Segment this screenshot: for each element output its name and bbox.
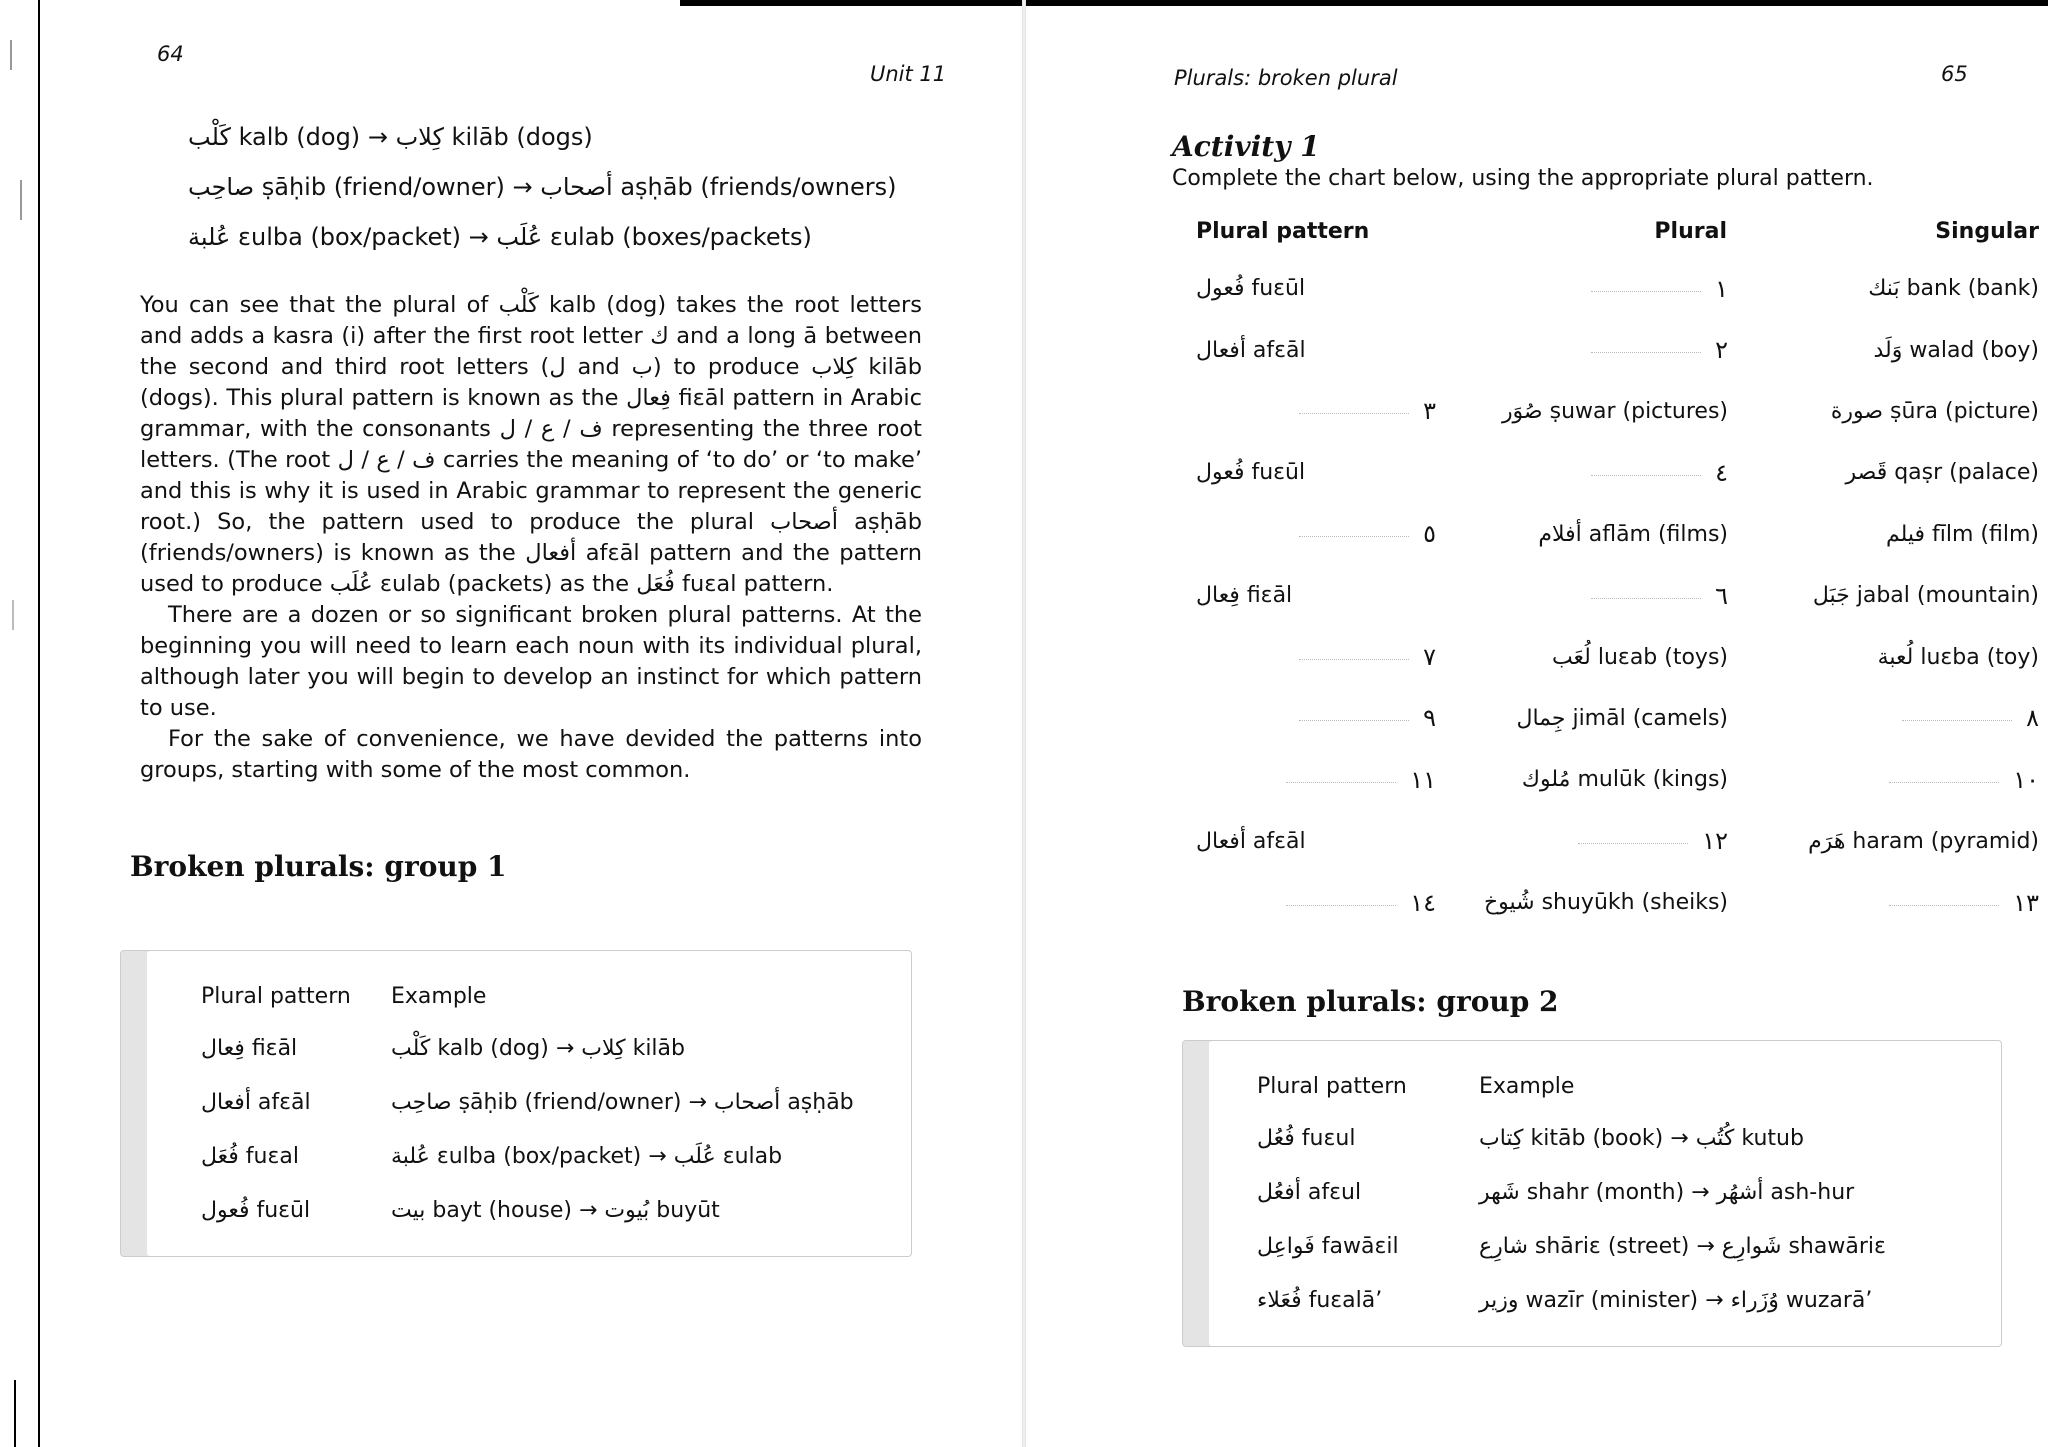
table-row [1174,565,2045,626]
pattern-cell: ١٤ [1174,872,1456,933]
pattern-cell: ٧ [1174,626,1456,687]
pattern-cell: فَواعِل fawāɛil [1257,1233,1399,1259]
plural-cell: لُعَب luɛab (toys) [1551,644,1728,670]
singular-cell: ١٣ [1728,872,2045,933]
arrow-icon: → [688,1089,707,1115]
arrow-icon: → [555,1035,575,1061]
example-cell: بيت bayt (house) → بُيوت buyūt [391,1197,720,1223]
group1-table [201,971,854,1237]
pattern-cell: فُعُل fuɛul [1257,1125,1356,1151]
arrow-icon: → [1705,1287,1724,1313]
running-head: Plurals: broken plural [1174,66,1398,90]
paragraph: There are a dozen or so significant broken plural patterns. At the beginning you will need to learn each noun with its individual plural, although later you will begin to develop an instinct for which pattern to use. [140,602,922,721]
page-number: 64 [157,42,184,66]
table-row [1174,749,2045,810]
table-row [1174,381,2045,442]
table-row [1174,688,2045,749]
group2-table [1257,1061,1886,1327]
pattern-cell: فُعول fuɛūl [1196,276,1306,302]
arrow-icon: → [578,1197,598,1223]
pattern-cell: فُعَلاء fuɛalā’ [1257,1287,1383,1313]
example-cell: كِتاب kitāb (book) → كُتُب kutub [1479,1125,1804,1151]
table-row [1257,1111,1886,1165]
pattern-cell: فِعال fiɛāl [201,1035,298,1061]
pattern-cell: فِعال fiɛāl [1196,583,1293,609]
example-cell: وزير wazīr (minister) → وُزَراء wuzarā’ [1479,1287,1873,1313]
singular-cell: فيلم fīlm (film) [1885,521,2039,547]
arrow-icon: → [512,173,533,201]
pattern-cell: أفعال afɛāl [1196,337,1306,363]
singular-cell: ١٠ [1728,749,2045,810]
plural-cell: ٦ [1456,565,1728,626]
table-row [201,1075,854,1129]
column-header: Example [1479,1073,1575,1099]
singular-cell: بَنك bank (bank) [1868,276,2039,302]
plural-cell: ١٢ [1456,811,1728,872]
plural-cell: مُلوك mulūk (kings) [1521,767,1728,793]
example-line: عُلبة ɛulba (box/packet) → عُلَب ɛulab (boxes/packets) [188,223,812,251]
arrow-icon: → [648,1143,667,1169]
paragraph: For the sake of convenience, we have devided the patterns into groups, starting with some of the most common. [140,726,922,783]
activity-chart [1174,204,2045,933]
table-row [1174,626,2045,687]
pattern-cell: أفعُل afɛul [1257,1179,1362,1205]
paragraph: You can see that the plural of كَلْب kalb (dog) takes the root letters and adds a kasra (i) after the first root letter ك and a long ā between the second and third root letters (ل and ب) to produce كِلاب kilāb (dogs). This plural pattern is known as the فِعال fiɛāl pattern in Arabic grammar, with the consonants ف / ع / ل representing the three root letters. (The root ف / ع / ل carries the meaning of ‘to do’ or ‘to make’ and this is why it is used in Arabic grammar to represent the generic root.) So, the pattern used to produce the plural أصحاب aṣḥāb (friends/owners) is known as the أفعال afɛāl pattern and the pattern used to produce عُلَب ɛulab (packets) as the فُعَل fuɛal pattern. [140,292,922,597]
example-line: كَلْب kalb (dog) → كِلاب kilāb (dogs) [188,123,593,151]
column-header: Singular [1935,218,2039,244]
singular-cell: لُعبة luɛba (toy) [1877,644,2039,670]
singular-cell: صورة ṣūra (picture) [1830,398,2039,424]
column-header: Plural pattern [1257,1073,1407,1099]
right-page [1024,0,2048,1447]
table-header-row [201,971,854,1021]
arrow-icon: → [468,223,489,251]
pattern-cell: ٩ [1174,688,1456,749]
pattern-cell: ٥ [1174,504,1456,565]
example-cell: شَهر shahr (month) → أشهُر ash-hur [1479,1179,1855,1205]
running-head: Unit 11 [870,62,947,86]
table-row [1174,811,2045,872]
singular-cell: ٨ [1728,688,2045,749]
plural-cell: جِمال jimāl (camels) [1516,705,1728,731]
pattern-cell: فُعول fuɛūl [1196,460,1306,486]
example-cell: صاحِب ṣāḥib (friend/owner) → أصحاب aṣḥāb [391,1089,854,1115]
plural-cell: شُيوخ shuyūkh (sheiks) [1483,890,1728,916]
activity-title: Activity 1 [1172,130,1320,163]
body-text [140,290,922,786]
example-list [188,120,988,254]
section-heading: Broken plurals: group 1 [130,850,507,883]
arrow-icon: → [1696,1233,1715,1259]
arrow-icon: → [1670,1125,1689,1151]
arrow-icon: → [1691,1179,1710,1205]
example-cell: كَلْب kalb (dog) → كِلاب kilāb [391,1035,685,1061]
table-row [1174,319,2045,380]
column-header: Example [391,983,487,1009]
group1-table-box [120,950,912,1257]
pattern-cell: أفعال afɛāl [201,1089,311,1115]
table-row [201,1129,854,1183]
table-row [1257,1219,1886,1273]
activity-instruction: Complete the chart below, using the appropriate plural pattern. [1172,166,1874,191]
example-cell: شارِع shāriɛ (street) → شَوارِع shawāriɛ [1479,1233,1886,1259]
arrow-icon: → [367,123,388,151]
plural-cell: ١ [1456,258,1728,319]
table-row [1174,872,2045,933]
table-row [1257,1165,1886,1219]
column-header: Plural pattern [201,983,351,1009]
table-row [1174,258,2045,319]
plural-cell: أفلام aflām (films) [1538,521,1728,547]
singular-cell: جَبَل jabal (mountain) [1812,583,2039,609]
table-header-row [1257,1061,1886,1111]
table-row [1174,504,2045,565]
singular-cell: هَرَم haram (pyramid) [1808,828,2039,854]
plural-cell: صُوَر ṣuwar (pictures) [1501,398,1728,424]
pattern-cell: ٣ [1174,381,1456,442]
pattern-cell: أفعال afɛāl [1196,828,1306,854]
section-heading: Broken plurals: group 2 [1182,985,1559,1018]
singular-cell: وَلَد walad (boy) [1873,337,2039,363]
group2-table-box [1182,1040,2002,1347]
singular-cell: قَصر qaṣr (palace) [1845,460,2039,486]
table-header-row [1174,204,2045,258]
example-cell: عُلبة ɛulba (box/packet) → عُلَب ɛulab [391,1143,783,1169]
plural-cell: ٤ [1456,442,1728,503]
page-number: 65 [1941,62,1968,86]
table-row [201,1021,854,1075]
pattern-cell: فُعَل fuɛal [201,1143,299,1169]
pattern-cell: ١١ [1174,749,1456,810]
table-row [201,1183,854,1237]
column-header: Plural pattern [1196,218,1370,244]
column-header: Plural [1654,218,1727,244]
table-row [1174,442,2045,503]
pattern-cell: فُعول fuɛūl [201,1197,311,1223]
example-line: صاحِب ṣāḥib (friend/owner) → أصحاب aṣḥāb (friends/owners) [188,173,897,201]
plural-cell: ٢ [1456,319,1728,380]
table-row [1257,1273,1886,1327]
